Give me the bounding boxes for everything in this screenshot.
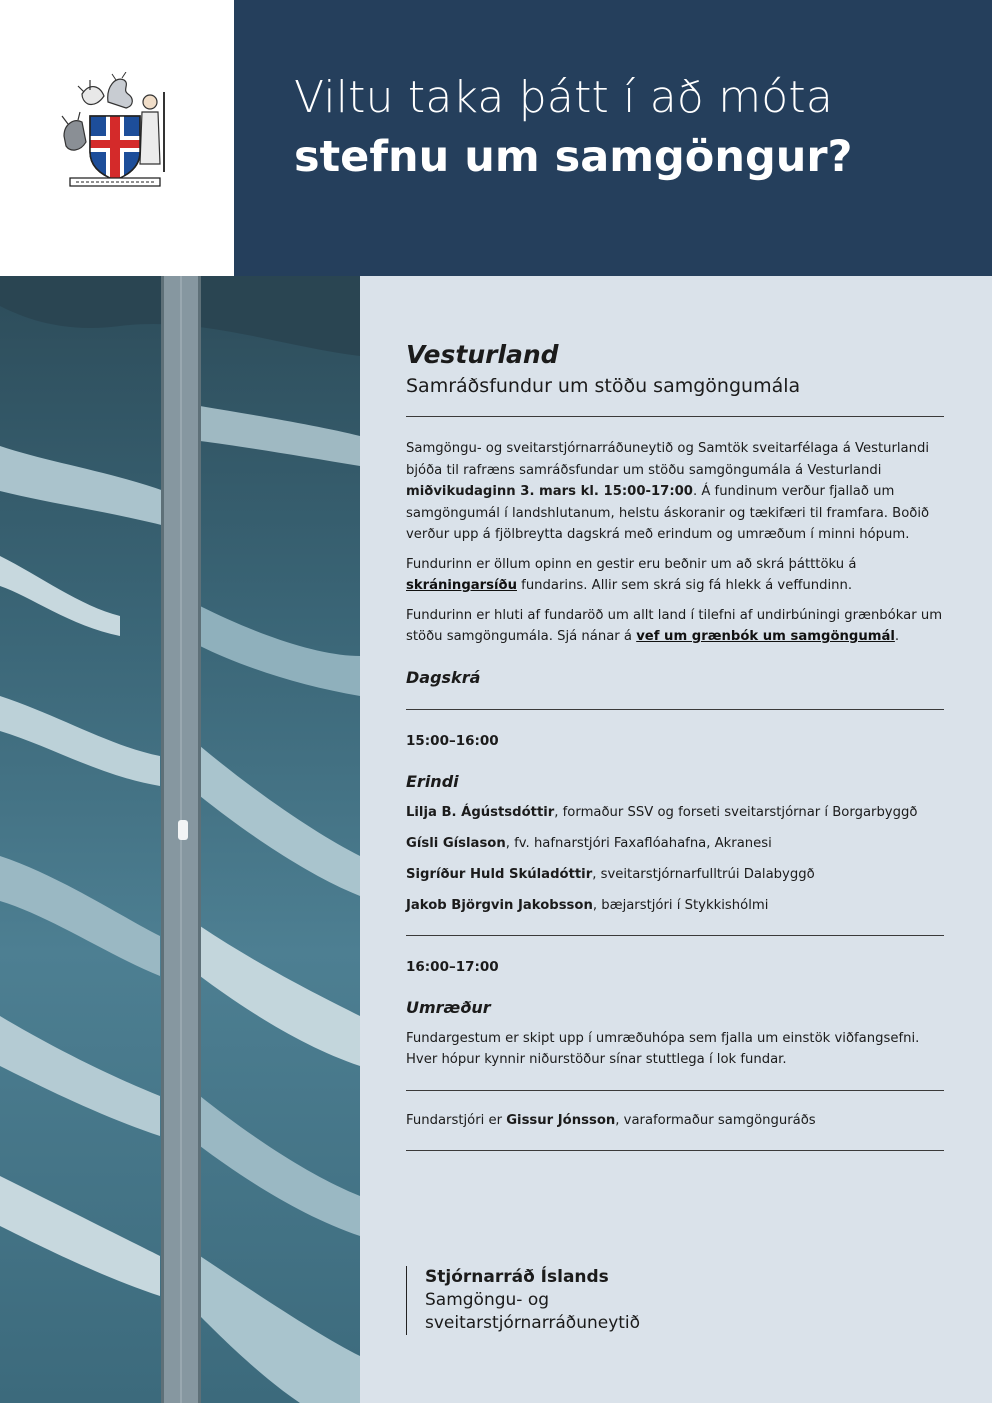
chair-line — [406, 1110, 944, 1132]
speaker-role: , fv. hafnarstjóri Faxaflóahafna, Akranesi — [505, 835, 772, 851]
footer-dept-line1: Samgöngu- og — [425, 1290, 550, 1310]
intro-text-1: Samgöngu- og sveitarstjórnarráðuneytið og Samtök sveitarfélaga á Vesturlandi bjóða til rafræns samráðsfundar um stöðu samgöngumála á Vesturlandi — [406, 441, 930, 478]
divider — [406, 709, 944, 710]
intro-text-2: . Á fundinum verður fjallað um samgöngumál í landshlutanum, helstu áskoranir og tækifæri til framfara. Boðið verður upp á fjölbreytta dagskrá með erindum og umræðum í minni hópum. — [406, 484, 930, 542]
event-subtitle: Samráðsfundur um stöðu samgöngumála — [406, 375, 801, 397]
event-date: miðvikudaginn 3. mars kl. 15:00-17:00 — [406, 484, 693, 499]
speaker-role: , sveitarstjórnarfulltrúi Dalabyggð — [592, 866, 815, 882]
series-text-1: Fundurinn er hluti af fundaröð um allt land í tilefni af undirbúningi grænbókar um stöðu samgöngumála. Sjá nánar á — [406, 607, 943, 644]
open-text-2: fundarins. Allir sem skrá sig fá hlekk á veffundinn. — [516, 578, 853, 593]
logo-area — [0, 0, 234, 276]
content-panel — [360, 276, 992, 1403]
footer-org: Stjórnarráð Íslands — [425, 1267, 609, 1287]
speaker-name: Sigríður Huld Skúladóttir — [406, 866, 593, 882]
speaker-role: , bæjarstjóri í Stykkishólmi — [592, 897, 769, 913]
intro-paragraph — [406, 438, 944, 546]
agenda-heading: Dagskrá — [406, 667, 481, 687]
aerial-river-image — [0, 276, 360, 1403]
footer-dept-line2: sveitarstjórnarráðuneytið — [425, 1313, 641, 1333]
divider — [406, 1150, 944, 1151]
speaker-role: , formaður SSV og forseti sveitarstjórnar í Borgarbyggð — [554, 804, 918, 820]
open-text-1: Fundurinn er öllum opinn en gestir eru beðnir um að skrá þátttöku á — [406, 556, 857, 572]
speaker-item — [406, 897, 944, 915]
header-banner — [234, 0, 992, 276]
speaker-item — [406, 835, 944, 853]
registration-link[interactable]: skráningarsíðu — [406, 578, 517, 593]
discussion-paragraph: Fundargestum er skipt upp í umræðuhópa sem fjalla um einstök viðfangsefni. Hver hópur kynnir niðurstöður sínar stuttlega í lok fundar. — [406, 1030, 920, 1067]
agenda-title-discussion: Umræður — [406, 997, 491, 1017]
ministry-footer — [406, 1266, 640, 1335]
speaker-name: Jakob Björgvin Jakobsson — [406, 897, 593, 913]
speaker-item — [406, 866, 944, 884]
agenda-time-1: 15:00–16:00 — [406, 732, 499, 749]
series-paragraph — [406, 605, 944, 648]
chair-name: Gissur Jónsson — [506, 1112, 616, 1128]
speaker-name: Gísli Gíslason — [406, 835, 506, 851]
series-text-2: . — [894, 629, 900, 644]
agenda-title-talks: Erindi — [406, 771, 459, 791]
green-paper-link[interactable]: vef um grænbók um samgöngumál — [636, 629, 895, 644]
chair-prefix: Fundarstjóri er — [406, 1112, 507, 1128]
divider — [406, 416, 944, 417]
agenda-time-2: 16:00–17:00 — [406, 958, 499, 975]
content-inner — [406, 340, 944, 1151]
speaker-item — [406, 804, 944, 822]
coat-of-arms-icon — [60, 72, 170, 192]
aerial-river-photo — [0, 276, 360, 1403]
speaker-list — [406, 804, 944, 915]
page-title-line1: Viltu taka þátt í að móta — [294, 72, 834, 123]
region-title: Vesturland — [406, 340, 559, 369]
divider — [406, 1090, 944, 1091]
page-title-line2: stefnu um samgöngur? — [294, 132, 853, 182]
speaker-name: Lilja B. Ágústsdóttir — [406, 804, 555, 820]
chair-suffix: , varaformaður samgönguráðs — [615, 1112, 816, 1128]
divider — [406, 935, 944, 936]
open-paragraph — [406, 554, 944, 597]
